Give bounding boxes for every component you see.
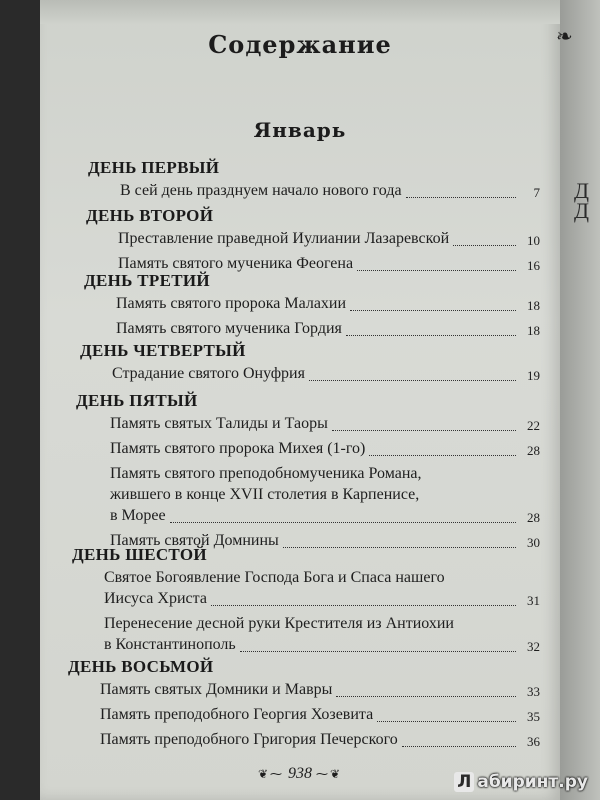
day-heading: ДЕНЬ ПЕРВЫЙ	[88, 158, 220, 177]
adjacent-page-fragment: Д	[574, 198, 590, 223]
toc-leader-dots	[332, 430, 516, 431]
toc-page-number: 33	[527, 684, 540, 699]
toc-entry-title: Память святого преподобномученика Романа,	[110, 465, 422, 482]
month-heading: Январь	[253, 118, 347, 142]
day-heading: ДЕНЬ ВТОРОЙ	[86, 206, 214, 225]
toc-leader-dots	[369, 455, 516, 456]
toc-entry-title: Перенесение десной руки Крестителя из Антиохии	[104, 615, 454, 632]
toc-page-number: 32	[527, 639, 540, 654]
toc-entry[interactable]	[104, 613, 510, 655]
toc-entry-title: Память святого мученика Феогена	[118, 255, 354, 272]
day-heading: ДЕНЬ ПЯТЫЙ	[76, 391, 198, 410]
toc-entry[interactable]	[118, 228, 510, 249]
day-heading: ДЕНЬ ЧЕТВЕРТЫЙ	[80, 341, 246, 360]
day-heading: ДЕНЬ ШЕСТОЙ	[72, 545, 207, 564]
toc-entry[interactable]	[110, 463, 510, 526]
toc-page-number: 22	[527, 418, 540, 433]
watermark-logo	[454, 772, 588, 792]
footer-ornament-icon: ❦⁓	[257, 767, 284, 781]
toc-leader-dots	[350, 310, 516, 311]
toc-entry-title: в Морее	[110, 507, 166, 524]
toc-leader-dots	[336, 696, 516, 697]
footer-ornament-icon: ⁓❦	[316, 767, 343, 781]
toc-page-number: 16	[527, 258, 540, 273]
adjacent-page-fragment: Д	[574, 178, 590, 203]
toc-entry-title: Память святого пророка Михея (1-го)	[110, 440, 366, 457]
toc-leader-dots	[170, 522, 516, 523]
toc-page-number: 10	[527, 233, 540, 248]
toc-page-number: 19	[527, 368, 540, 383]
toc-page-number: 18	[527, 298, 540, 313]
toc-entry-title: Память святых Талиды и Таоры	[110, 415, 328, 432]
toc-entry-title: Память преподобного Григория Печерского	[100, 731, 398, 748]
toc-entry-title: В сей день празднуем начало нового года	[120, 182, 402, 199]
watermark-badge: Л	[454, 772, 474, 792]
toc-leader-dots	[309, 380, 516, 381]
toc-leader-dots	[346, 335, 516, 336]
toc-leader-dots	[377, 721, 516, 722]
toc-leader-dots	[402, 746, 516, 747]
day-heading: ДЕНЬ ВОСЬМОЙ	[68, 657, 214, 676]
toc-page-number: 7	[533, 185, 540, 200]
watermark-text: абиринт.ру	[477, 772, 588, 792]
toc-page-number: 36	[527, 734, 540, 749]
toc-entry-title: Память святого мученика Гордия	[116, 320, 342, 337]
toc-leader-dots	[211, 605, 516, 606]
toc-entry-title: Страдание святого Онуфрия	[112, 365, 305, 382]
toc-page-number: 28	[527, 510, 540, 525]
toc-entry-title: Память преподобного Георгия Хозевита	[100, 706, 374, 723]
toc-entry[interactable]	[104, 567, 510, 609]
toc-page-number: 31	[527, 593, 540, 608]
toc-page-number: 35	[527, 709, 540, 724]
toc-page-number: 28	[527, 443, 540, 458]
toc-entry-title: Святое Богоявление Господа Бога и Спаса нашего	[104, 569, 445, 586]
toc-entry-title: Преставление праведной Иулиании Лазаревской	[118, 230, 450, 247]
toc-leader-dots	[406, 197, 516, 198]
toc-page-number: 18	[527, 323, 540, 338]
page-title: Содержание	[208, 30, 392, 59]
toc-leader-dots	[453, 245, 516, 246]
toc-page-number: 30	[527, 535, 540, 550]
toc-entry-title: Память святых Домники и Мавры	[100, 681, 333, 698]
toc-entry-title: в Константинополь	[104, 636, 236, 653]
day-heading: ДЕНЬ ТРЕТИЙ	[84, 271, 210, 290]
toc-entry-title: жившего в конце XVII столетия в Карпенисе,	[110, 486, 420, 503]
page-top-band	[40, 0, 560, 24]
corner-ornament-icon: ❧	[556, 26, 573, 48]
toc-entry-title: Иисуса Христа	[104, 590, 207, 607]
toc-leader-dots	[357, 270, 516, 271]
toc-entry-title: Память святого пророка Малахии	[116, 295, 347, 312]
toc-leader-dots	[283, 547, 516, 548]
page-number: 938	[288, 765, 312, 782]
toc-entry-title: Память святой Домнины	[110, 532, 279, 549]
toc-leader-dots	[240, 651, 516, 652]
